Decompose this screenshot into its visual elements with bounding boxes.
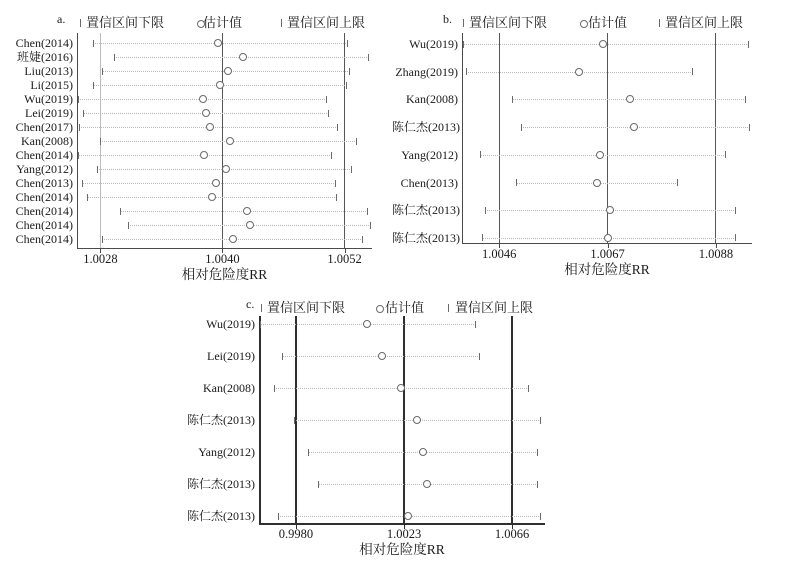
study-label: Chen(2014)	[15, 190, 73, 204]
x-tick-label: 0.9980	[278, 527, 314, 541]
estimate-marker	[423, 480, 431, 488]
x-tick-label: 1.0046	[481, 247, 517, 261]
study-label: Yang(2012)	[16, 162, 73, 176]
x-tick-label: 1.0028	[83, 252, 118, 266]
study-label: Zhang(2019)	[395, 64, 458, 79]
x-tick-label: 1.0067	[590, 247, 625, 261]
x-axis-title: 相对危险度RR	[564, 262, 650, 277]
study-label: Li(2015)	[30, 78, 73, 92]
legend-lower-label: 置信区间下限	[267, 300, 346, 315]
legend-estimate-label: 估计值	[203, 15, 243, 30]
study-label: Chen(2017)	[15, 120, 73, 134]
legend-upper-label: 置信区间上限	[455, 300, 534, 315]
panel-label: c.	[246, 297, 255, 311]
study-label: Yang(2012)	[401, 147, 458, 162]
study-label: Liu(2013)	[24, 64, 73, 78]
study-label: 班婕(2016)	[17, 50, 73, 64]
ci-upper-cap	[540, 417, 541, 424]
ci-lower-cap	[282, 353, 283, 360]
legend-lower-label: 置信区间下限	[86, 15, 165, 30]
estimate-marker	[363, 320, 371, 328]
study-label: 陈仁杰(2013)	[187, 477, 255, 491]
ci-upper-cap	[537, 449, 538, 456]
study-label: Kan(2008)	[203, 381, 255, 395]
ci-upper-cap	[537, 481, 538, 488]
ci-upper-cap	[528, 385, 529, 392]
study-label: Chen(2014)	[15, 36, 73, 50]
study-label: Kan(2008)	[21, 134, 73, 148]
legend-lower-label: 置信区间下限	[469, 15, 548, 30]
estimate-marker	[378, 352, 386, 360]
ci-upper-cap	[475, 321, 476, 328]
estimate-marker	[404, 512, 412, 520]
study-label: Chen(2014)	[15, 148, 73, 162]
x-axis-title: 相对危险度RR	[359, 542, 445, 557]
estimate-marker	[397, 384, 405, 392]
study-label: 陈仁杰(2013)	[187, 413, 255, 427]
study-label: Chen(2013)	[15, 176, 73, 190]
y-axis-line	[259, 316, 261, 523]
panel-label: a.	[57, 12, 66, 26]
estimate-legend-icon	[376, 305, 384, 313]
x-tick-label: 1.0052	[327, 252, 362, 266]
study-label: Wu(2019)	[409, 37, 458, 51]
study-label: Wu(2019)	[24, 92, 73, 106]
estimate-marker	[419, 448, 427, 456]
ci-lower-cap	[274, 385, 275, 392]
x-tick-label: 1.0088	[698, 247, 734, 261]
ci-upper-cap	[540, 513, 541, 520]
study-label: Kan(2008)	[406, 92, 458, 107]
legend-estimate-label: 估计值	[588, 15, 628, 30]
study-label: 陈仁杰(2013)	[187, 509, 255, 523]
estimate-marker	[413, 416, 421, 424]
study-label: 陈仁杰(2013)	[392, 120, 460, 135]
study-label: Chen(2014)	[15, 218, 73, 232]
ci-lower-legend-icon	[261, 304, 262, 312]
legend-upper-label: 置信区间上限	[665, 15, 744, 30]
legend-estimate-label: 估计值	[385, 300, 425, 315]
study-label: Chen(2014)	[15, 232, 73, 246]
study-label: Lei(2019)	[25, 106, 73, 120]
x-tick-label: 1.0066	[494, 527, 530, 541]
x-axis-title: 相对危险度RR	[181, 267, 268, 282]
study-label: Chen(2013)	[400, 175, 458, 190]
ci-lower-cap	[260, 321, 261, 328]
ci-upper-legend-icon	[448, 304, 449, 312]
study-label: Lei(2019)	[207, 349, 255, 363]
x-axis-line	[259, 523, 545, 525]
study-label: Yang(2012)	[198, 445, 255, 459]
legend-upper-label: 置信区间上限	[287, 15, 366, 30]
x-tick-label: 1.0040	[205, 252, 240, 266]
study-label: Wu(2019)	[206, 317, 255, 331]
study-label: 陈仁杰(2013)	[392, 230, 460, 245]
ci-lower-cap	[278, 513, 279, 520]
study-label: Chen(2014)	[15, 204, 73, 218]
ci-lower-cap	[294, 417, 295, 424]
study-label: 陈仁杰(2013)	[392, 203, 460, 218]
panel-label: b.	[443, 12, 452, 26]
ci-upper-cap	[479, 353, 480, 360]
x-tick-label: 1.0023	[386, 527, 422, 541]
ci-lower-cap	[308, 449, 309, 456]
ci-lower-cap	[318, 481, 319, 488]
